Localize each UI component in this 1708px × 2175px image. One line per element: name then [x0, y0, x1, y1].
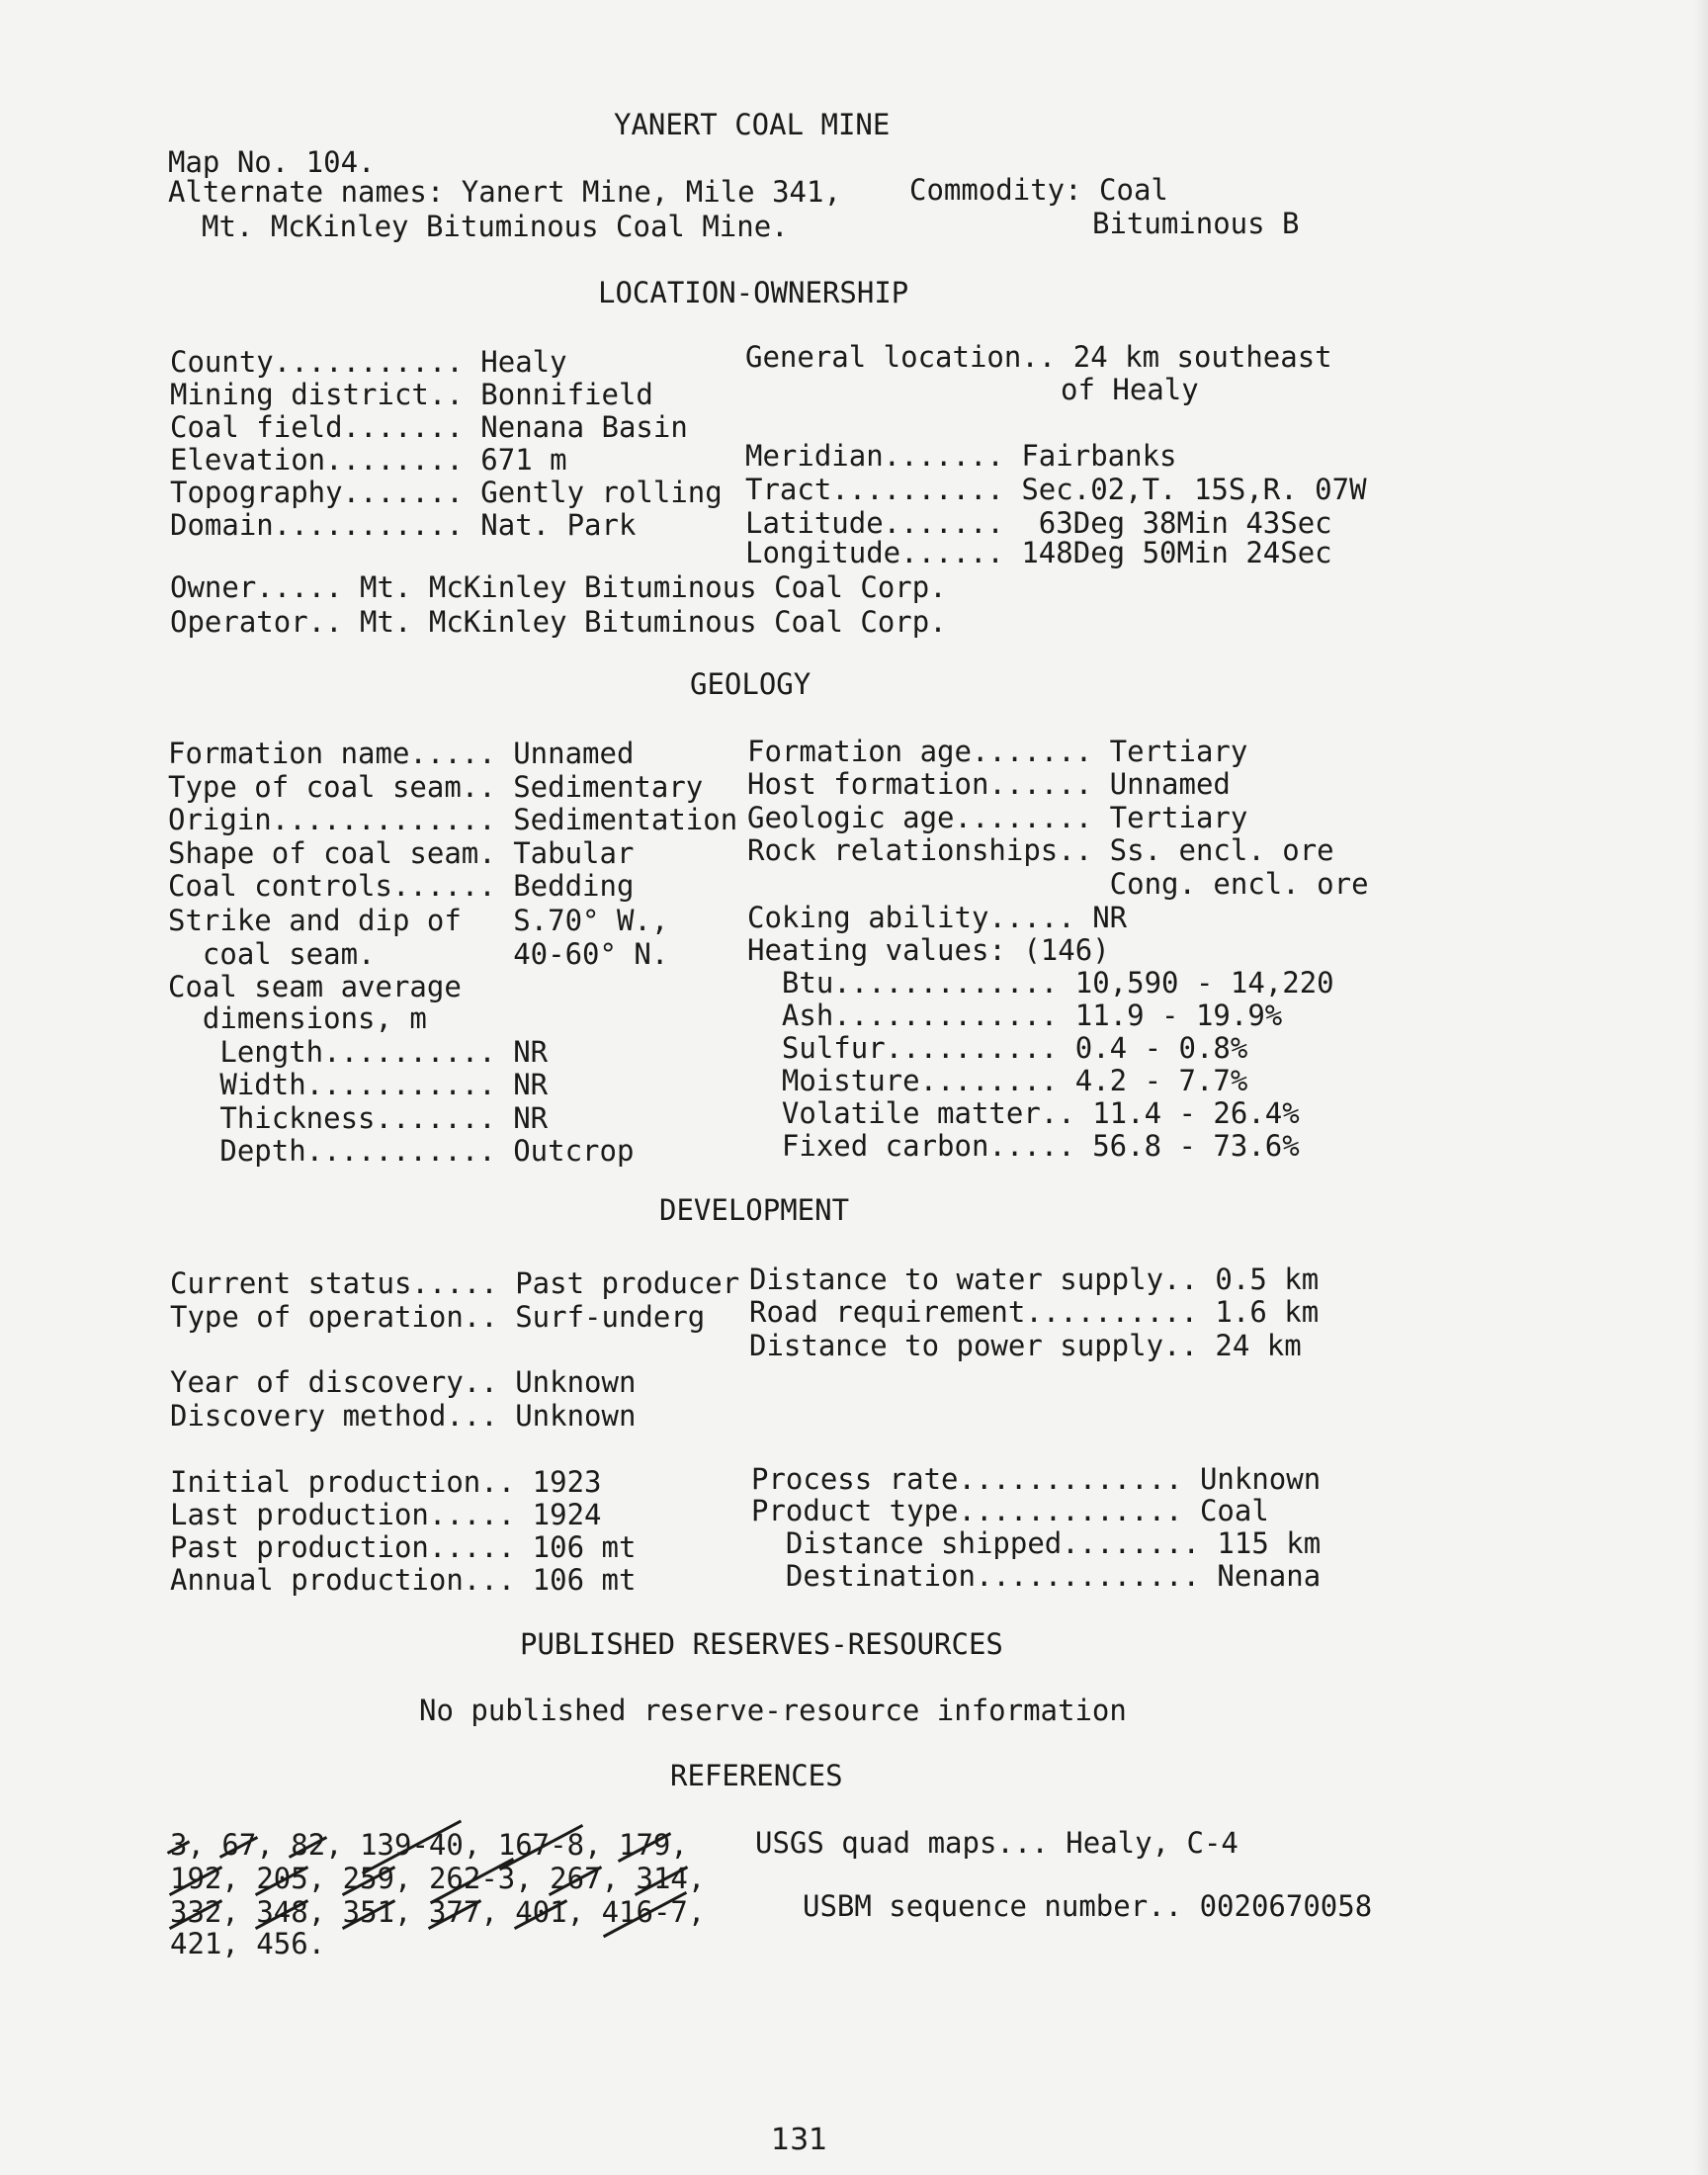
usgs-quad-maps: USGS quad maps... Healy, C-4 [755, 1826, 1238, 1860]
rock-relationships-row: Rock relationships.. Ss. encl. ore [747, 833, 1334, 867]
moisture-row: Moisture........ 4.2 - 7.7% [747, 1064, 1248, 1097]
latitude-row: Latitude....... 63Deg 38Min 43Sec [745, 506, 1332, 540]
length-row: Length.......... NR [168, 1035, 549, 1069]
last-production-row: Last production..... 1924 [170, 1498, 602, 1531]
power-supply-row: Distance to power supply.. 24 km [749, 1329, 1302, 1362]
geologic-age-row: Geologic age........ Tertiary [747, 801, 1248, 834]
depth-row: Depth........... Outcrop [168, 1134, 635, 1168]
reference-item: 351 [342, 1895, 395, 1929]
commodity-rank: Bituminous B [1092, 207, 1300, 240]
formation-name-row: Formation name..... Unnamed [168, 737, 635, 770]
host-formation-row: Host formation...... Unnamed [747, 767, 1231, 801]
heating-values-row: Heating values: (146) [747, 933, 1110, 967]
tract-row: Tract.......... Sec.02,T. 15S,R. 07W [745, 473, 1367, 506]
reference-item: 267 [550, 1862, 602, 1895]
operator-row: Operator.. Mt. McKinley Bituminous Coal Corp. [170, 605, 947, 639]
volatile-matter-row: Volatile matter.. 11.4 - 26.4% [747, 1096, 1300, 1130]
owner-row: Owner..... Mt. McKinley Bituminous Coal Corp. [170, 570, 947, 604]
section-heading-reserves: PUBLISHED RESERVES-RESOURCES [520, 1627, 1003, 1661]
reference-line: 3, 67, 82, 139-40, 167-8, 179, [170, 1828, 688, 1862]
commodity: Commodity: Coal [909, 173, 1168, 207]
meridian-row: Meridian....... Fairbanks [745, 439, 1177, 473]
general-location-row: General location.. 24 km southeast [745, 340, 1332, 374]
reference-item: 401 [515, 1895, 567, 1929]
destination-row: Destination............. Nenana [751, 1559, 1322, 1593]
shape-of-coal-seam-row: Shape of coal seam. Tabular [168, 836, 635, 870]
reference-item: 262-3 [428, 1862, 516, 1895]
strike-dip-row: Strike and dip of S.70° W., [168, 904, 669, 937]
type-of-operation-row: Type of operation.. Surf-underg [170, 1300, 706, 1334]
reference-item: 82 [291, 1828, 326, 1862]
coal-controls-row: Coal controls...... Bedding [168, 869, 635, 903]
section-heading-references: REFERENCES [670, 1759, 843, 1792]
section-heading-location: LOCATION-OWNERSHIP [598, 276, 909, 309]
initial-production-row: Initial production.. 1923 [170, 1465, 602, 1499]
origin-row: Origin............. Sedimentation [168, 803, 738, 836]
dimensions-row: dimensions, m [168, 1001, 427, 1035]
page-number: 131 [771, 2123, 828, 2157]
discovery-method-row: Discovery method... Unknown [170, 1399, 637, 1433]
process-rate-row: Process rate............. Unknown [751, 1462, 1322, 1496]
reference-item: 139-40 [360, 1828, 464, 1862]
width-row: Width........... NR [168, 1068, 549, 1101]
distance-shipped-row: Distance shipped........ 115 km [751, 1526, 1322, 1560]
reserves-text: No published reserve-resource information [419, 1694, 1127, 1727]
reference-item: 416-7 [601, 1895, 688, 1929]
sulfur-row: Sulfur.......... 0.4 - 0.8% [747, 1031, 1248, 1065]
section-heading-development: DEVELOPMENT [659, 1193, 850, 1227]
thickness-row: Thickness....... NR [168, 1101, 549, 1135]
section-heading-geology: GEOLOGY [690, 667, 811, 701]
reference-item: 259 [342, 1862, 395, 1895]
domain-row: Domain........... Nat. Park [170, 508, 637, 542]
water-supply-row: Distance to water supply.. 0.5 km [749, 1262, 1320, 1296]
fixed-carbon-row: Fixed carbon..... 56.8 - 73.6% [747, 1129, 1300, 1163]
coal-seam-average-row: Coal seam average [168, 970, 462, 1003]
current-status-row: Current status..... Past producer [170, 1266, 740, 1300]
page-title: YANERT COAL MINE [614, 108, 891, 141]
topography-row: Topography....... Gently rolling [170, 476, 723, 509]
reference-item: 67 [221, 1828, 257, 1862]
reference-item: 192 [170, 1862, 222, 1895]
rock-relationships-cont: Cong. encl. ore [747, 867, 1369, 901]
longitude-row: Longitude...... 148Deg 50Min 24Sec [745, 536, 1332, 569]
map-number: Map No. 104. [168, 145, 376, 179]
reference-item: 348 [256, 1895, 308, 1929]
past-production-row: Past production..... 106 mt [170, 1530, 637, 1564]
mining-district-row: Mining district.. Bonnifield [170, 378, 653, 411]
scan-edge-shadow [1694, 0, 1708, 2175]
type-of-coal-seam-row: Type of coal seam.. Sedimentary [168, 770, 704, 804]
reference-item: 167-8 [497, 1828, 585, 1862]
county-row: County........... Healy [170, 345, 567, 379]
general-location-cont: of Healy [1061, 373, 1199, 406]
product-type-row: Product type............. Coal [751, 1494, 1269, 1527]
annual-production-row: Annual production... 106 mt [170, 1563, 637, 1597]
reference-line: 332, 348, 351, 377, 401, 416-7, [170, 1895, 706, 1929]
reference-item: 377 [428, 1895, 481, 1929]
reference-item: 3 [170, 1828, 188, 1862]
strike-dip-cont: coal seam. 40-60° N. [168, 937, 669, 971]
reference-item: 332 [170, 1895, 222, 1929]
coal-field-row: Coal field....... Nenana Basin [170, 410, 688, 444]
reference-line-final: 421, 456. [170, 1927, 326, 1960]
reference-line: 192, 205, 259, 262-3, 267, 314, [170, 1862, 706, 1895]
ash-row: Ash............. 11.9 - 19.9% [747, 999, 1283, 1032]
usbm-sequence-number: USBM sequence number.. 0020670058 [803, 1889, 1373, 1923]
btu-row: Btu............. 10,590 - 14,220 [747, 966, 1334, 1000]
formation-age-row: Formation age....... Tertiary [747, 735, 1248, 768]
reference-item: 314 [636, 1862, 688, 1895]
alternate-names: Alternate names: Yanert Mine, Mile 341, [168, 175, 841, 209]
year-of-discovery-row: Year of discovery.. Unknown [170, 1365, 637, 1399]
reference-item: 205 [256, 1862, 308, 1895]
alternate-names-cont: Mt. McKinley Bituminous Coal Mine. [202, 210, 789, 243]
elevation-row: Elevation........ 671 m [170, 443, 567, 477]
coking-ability-row: Coking ability..... NR [747, 901, 1128, 934]
road-requirement-row: Road requirement.......... 1.6 km [749, 1295, 1320, 1329]
reference-item: 179 [619, 1828, 671, 1862]
